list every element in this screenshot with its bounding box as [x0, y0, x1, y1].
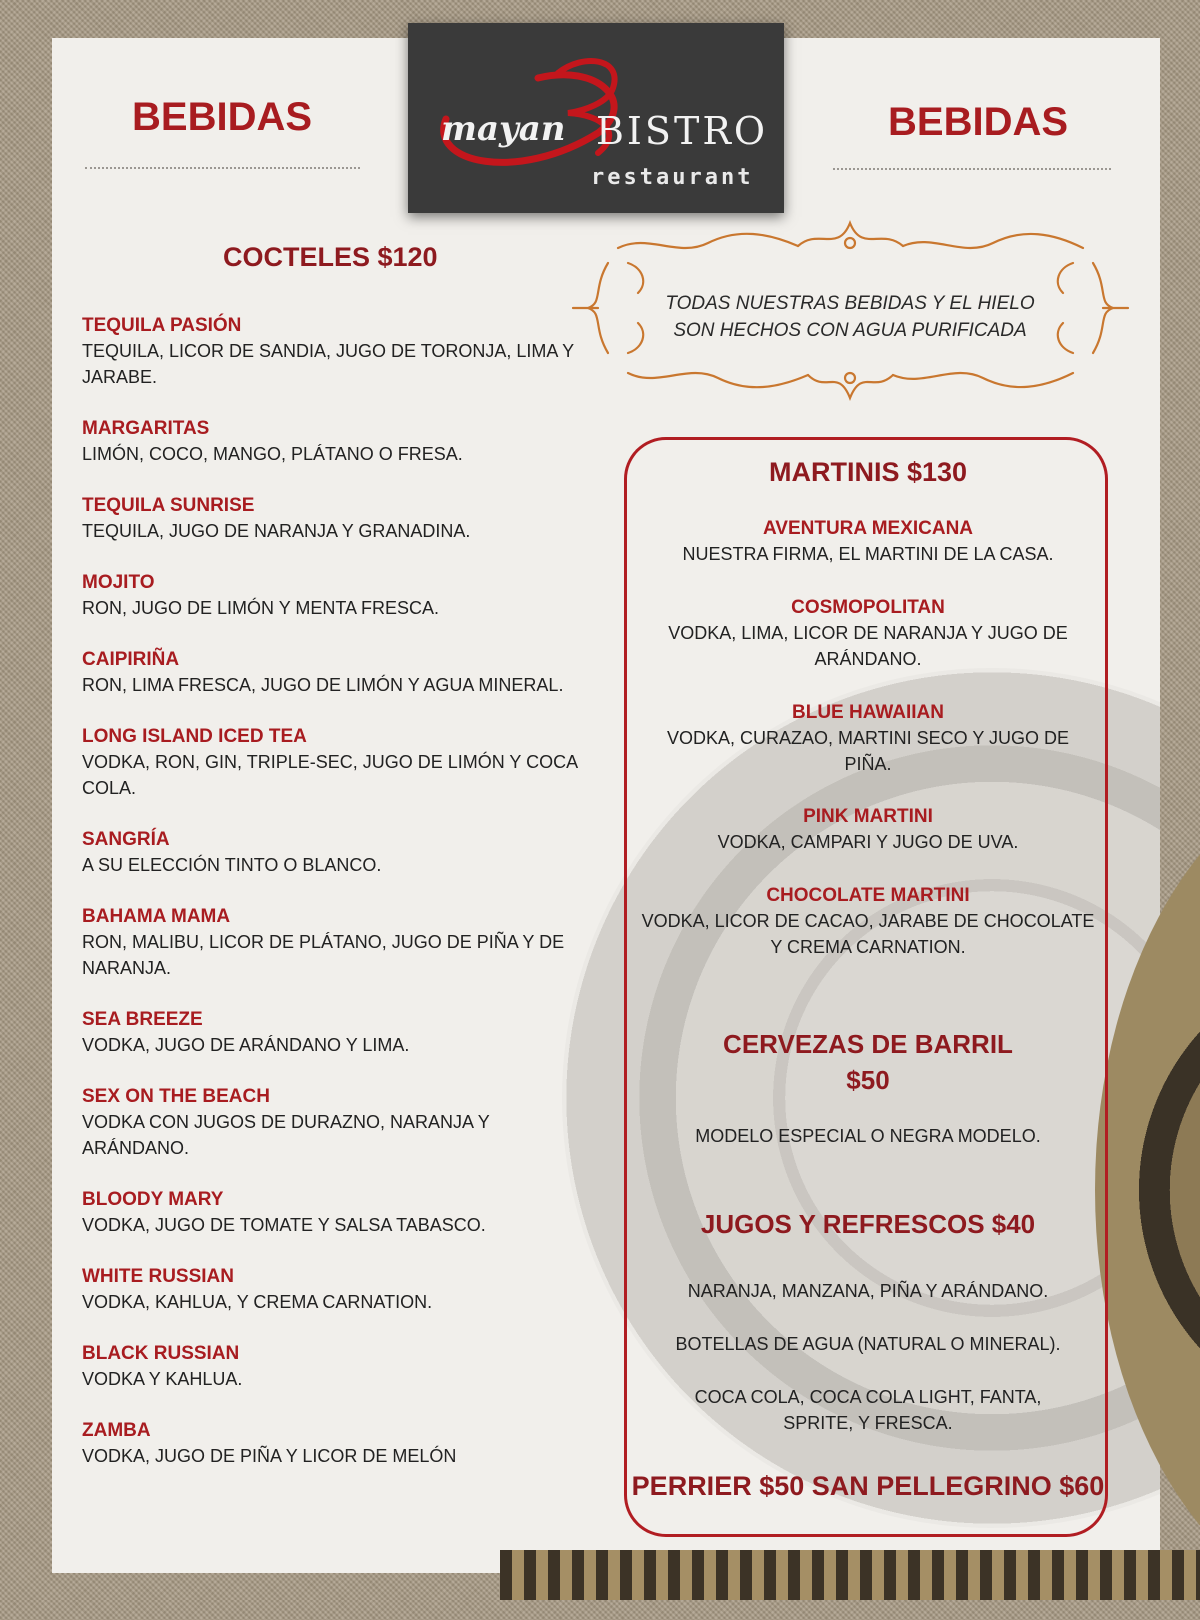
list-item: [82, 313, 582, 390]
list-item: [82, 904, 582, 981]
jugos-line-1: NARANJA, MANZANA, PIÑA Y ARÁNDANO.: [687, 1281, 1049, 1301]
cocktail-desc: VODKA, JUGO DE ARÁNDANO Y LIMA.: [82, 1035, 410, 1055]
cocktail-desc: VODKA, RON, GIN, TRIPLE-SEC, JUGO DE LIMÓN Y COCA COLA.: [82, 752, 578, 798]
martinis-title: [628, 454, 1108, 490]
cocktail-desc: RON, LIMA FRESCA, JUGO DE LIMÓN Y AGUA MINERAL.: [82, 675, 564, 695]
mayan-calendar-edge: [500, 1550, 1200, 1600]
list-item: [82, 1007, 582, 1058]
martini-desc-line-1: VODKA, CURAZAO, MARTINI SECO Y JUGO DE: [666, 728, 1070, 748]
mayan-bistro-logo: [408, 23, 784, 213]
cocktail-name: TEQUILA SUNRISE: [82, 495, 255, 516]
martini-desc-line-2: Y CREMA CARNATION.: [770, 937, 966, 957]
cocktail-name: BAHAMA MAMA: [82, 906, 231, 927]
martini-name: COSMOPOLITAN: [791, 597, 945, 618]
cervezas-desc: MODELO ESPECIAL O NEGRA MODELO.: [695, 1126, 1041, 1146]
list-item: [82, 647, 582, 698]
martini-name: PINK MARTINI: [803, 806, 933, 827]
list-item: [82, 1187, 582, 1238]
cocktail-desc: VODKA, KAHLUA, Y CREMA CARNATION.: [82, 1292, 433, 1312]
cervezas-section: [628, 1026, 1108, 1149]
list-item: [82, 724, 582, 801]
cocktail-name: SEX ON THE BEACH: [82, 1086, 270, 1107]
cocktail-name: MOJITO: [82, 572, 155, 593]
jugos-line-3b: SPRITE, Y FRESCA.: [783, 1413, 953, 1433]
cocktail-desc: TEQUILA, LICOR DE SANDIA, JUGO DE TORONJA, LIMA Y JARABE.: [82, 341, 574, 387]
martini-desc-line-1: VODKA, LICOR DE CACAO, JARABE DE CHOCOLATE: [641, 911, 1095, 931]
cocktail-name: LONG ISLAND ICED TEA: [82, 726, 307, 747]
cocktail-name: BLOODY MARY: [82, 1189, 224, 1210]
cocktail-desc: RON, JUGO DE LIMÓN Y MENTA FRESCA.: [82, 598, 440, 618]
jugos-title: JUGOS Y REFRESCOS $40: [700, 1209, 1036, 1239]
list-item: [628, 804, 1108, 855]
list-item: [82, 1264, 582, 1315]
cocktail-desc: LIMÓN, COCO, MANGO, PLÁTANO O FRESA.: [82, 444, 463, 464]
cocktail-name: TEQUILA PASIÓN: [82, 315, 242, 336]
cocktail-desc: VODKA CON JUGOS DE DURAZNO, NARANJA Y ARÁNDANO.: [82, 1112, 490, 1158]
martini-desc: VODKA, CAMPARI Y JUGO DE UVA.: [717, 832, 1019, 852]
cocktail-name: ZAMBA: [82, 1420, 151, 1441]
martini-desc: NUESTRA FIRMA, EL MARTINI DE LA CASA.: [682, 544, 1054, 564]
cocktail-name: MARGARITAS: [82, 418, 210, 439]
logo-word-restaurant: restaurant: [591, 165, 754, 190]
purified-water-notice: [620, 290, 1080, 344]
list-item: [82, 570, 582, 621]
list-item: [628, 883, 1108, 960]
cocktail-name: BLACK RUSSIAN: [82, 1343, 240, 1364]
jugos-line-3a: COCA COLA, COCA COLA LIGHT, FANTA,: [694, 1387, 1042, 1407]
martini-name: BLUE HAWAIIAN: [792, 702, 944, 723]
cocktail-name: CAIPIRIÑA: [82, 649, 180, 670]
cocktail-desc: A SU ELECCIÓN TINTO O BLANCO.: [82, 855, 382, 875]
list-item: [628, 700, 1108, 777]
cervezas-title-line-2: $50: [846, 1065, 890, 1095]
right-title-divider: [833, 168, 1111, 170]
cocktail-name: WHITE RUSSIAN: [82, 1266, 234, 1287]
list-item: [82, 1084, 582, 1161]
right-bebidas-title: BEBIDAS: [888, 100, 1069, 144]
logo-word-mayan: mayan: [441, 109, 566, 149]
martini-desc-line-1: VODKA, LIMA, LICOR DE NARANJA Y JUGO DE: [668, 623, 1068, 643]
cervezas-title-line-1: CERVEZAS DE BARRIL: [723, 1029, 1013, 1059]
left-title-divider: [85, 167, 360, 169]
cocktail-name: SEA BREEZE: [82, 1009, 203, 1030]
list-item: [82, 416, 582, 467]
list-item: [628, 595, 1108, 672]
jugos-line-2: BOTELLAS DE AGUA (NATURAL O MINERAL).: [675, 1334, 1061, 1354]
notice-line-1: TODAS NUESTRAS BEBIDAS Y EL HIELO: [665, 293, 1035, 314]
cocteles-title: COCTELES $120: [223, 242, 438, 272]
list-item: [82, 1418, 582, 1469]
logo-word-bistro: BISTRO: [596, 109, 769, 153]
list-item: [628, 516, 1108, 567]
perrier-pellegrino-prices: PERRIER $50 SAN PELLEGRINO $60: [631, 1471, 1105, 1501]
cocktail-name: SANGRÍA: [82, 829, 170, 850]
jugos-section: [628, 1206, 1108, 1436]
list-item: [82, 493, 582, 544]
list-item: [82, 827, 582, 878]
martini-desc-line-2: PIÑA.: [844, 754, 892, 774]
cocktail-desc: TEQUILA, JUGO DE NARANJA Y GRANADINA.: [82, 521, 471, 541]
cocktail-desc: VODKA, JUGO DE TOMATE Y SALSA TABASCO.: [82, 1215, 486, 1235]
left-bebidas-title: BEBIDAS: [132, 95, 313, 139]
martinis-heading: MARTINIS $130: [768, 457, 968, 487]
cocktail-desc: VODKA Y KAHLUA.: [82, 1369, 243, 1389]
cocteles-list: [82, 313, 582, 1495]
notice-line-2: SON HECHOS CON AGUA PURIFICADA: [673, 320, 1027, 341]
list-item: [82, 1341, 582, 1392]
martini-name: AVENTURA MEXICANA: [762, 518, 974, 539]
martini-name: CHOCOLATE MARTINI: [766, 885, 970, 906]
martini-desc-line-2: ARÁNDANO.: [814, 649, 922, 669]
cocktail-desc: RON, MALIBU, LICOR DE PLÁTANO, JUGO DE PIÑA Y DE NARANJA.: [82, 932, 565, 978]
cocktail-desc: VODKA, JUGO DE PIÑA Y LICOR DE MELÓN: [82, 1446, 457, 1466]
sparkling-water-prices: [628, 1468, 1108, 1504]
